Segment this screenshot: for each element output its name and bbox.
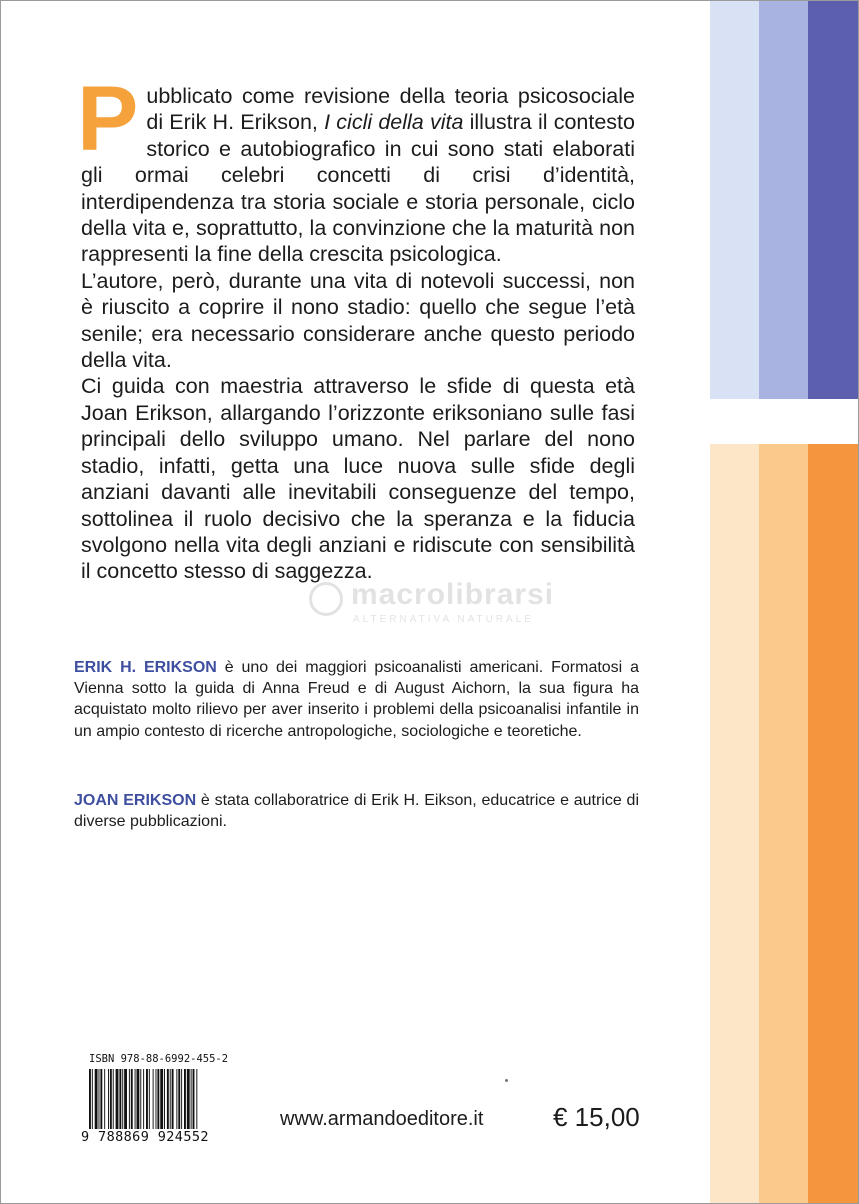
watermark-text: macrolibrarsi [351, 578, 555, 611]
author-name-joan: JOAN ERIKSON [74, 792, 197, 809]
watermark-subtext: ALTERNATIVA NATURALE [353, 614, 534, 625]
synopsis-p1-end: illustra il contesto storico e autobiografico in cui sono stati elaborati gli ormai celebri concetti di crisi d’identità, interdipendenza tra storia sociale e storia personale, ciclo della vita e, soprattutto, la convinzione che la maturità non rappresenti la fine della crescita psicologica. [81, 110, 635, 267]
book-title: I cicli della vita [324, 110, 464, 135]
isbn-label: ISBN 978-88-6992-455-2 [89, 1053, 229, 1065]
author-bio-erik [74, 657, 639, 742]
stripe-bottom-2 [759, 444, 808, 1204]
watermark-logo-icon [309, 582, 343, 616]
author-bio-joan [74, 790, 639, 832]
stripe-top-3 [808, 1, 858, 399]
stripe-top-2 [759, 1, 808, 399]
stripe-bottom-3 [808, 444, 858, 1204]
synopsis-paragraph-1 [77, 68, 635, 268]
synopsis-p1-start: ubblicato come revisione della teoria psicosociale di Erik H. Erikson, [146, 84, 635, 135]
author-bio-joan-text: è stata collaboratrice di Erik H. Eikson, educatrice e autrice di diverse pubblicazioni. [74, 792, 640, 831]
barcode-block [81, 1053, 229, 1149]
watermark [291, 576, 591, 636]
decorative-dot [505, 1079, 508, 1082]
color-stripes [710, 1, 858, 1203]
barcode-number: 9 788869 924552 [81, 1129, 209, 1145]
stripe-bottom-1 [710, 444, 759, 1204]
synopsis-paragraph-3: Ci guida con maestria attraverso le sfide di questa età Joan Erikson, allargando l’orizzonte eriksoniano sulle fasi principali dello sviluppo umano. Nel parlare del nono stadio, infatti, getta una luce nuova sulle sfide degli anziani davanti alle inevitabili conseguenze del tempo, sottolinea il ruolo decisivo che la speranza e la fiducia svolgono nella vita degli anziani e ridiscute con sensibilità il concetto stesso di saggezza. [81, 374, 635, 584]
author-bio-erik-text: è uno dei maggiori psicoanalisti americani. Formatosi a Vienna sotto la guida di Anna Freud e di August Aichorn, la sua figura ha acquistato molto rilievo per aver inserito i problemi della psicoanalisi infantile in un ampio contesto di ricerche antropologiche, sociologiche e teoretiche. [74, 659, 639, 740]
drop-cap-letter: P [77, 68, 139, 170]
barcode-icon [89, 1069, 225, 1129]
author-name-erik: ERIK H. ERIKSON [74, 659, 217, 676]
synopsis-paragraph-2: L’autore, però, durante una vita di notevoli successi, non è riuscito a coprire il nono stadio: quello che segue l’età senile; era necessario considerare anche questo periodo della vita. [81, 268, 635, 373]
publisher-website: www.armandoeditore.it [280, 1108, 484, 1130]
price-label: € 15,00 [553, 1102, 640, 1132]
stripe-top-1 [710, 1, 759, 399]
synopsis-text [77, 68, 635, 585]
